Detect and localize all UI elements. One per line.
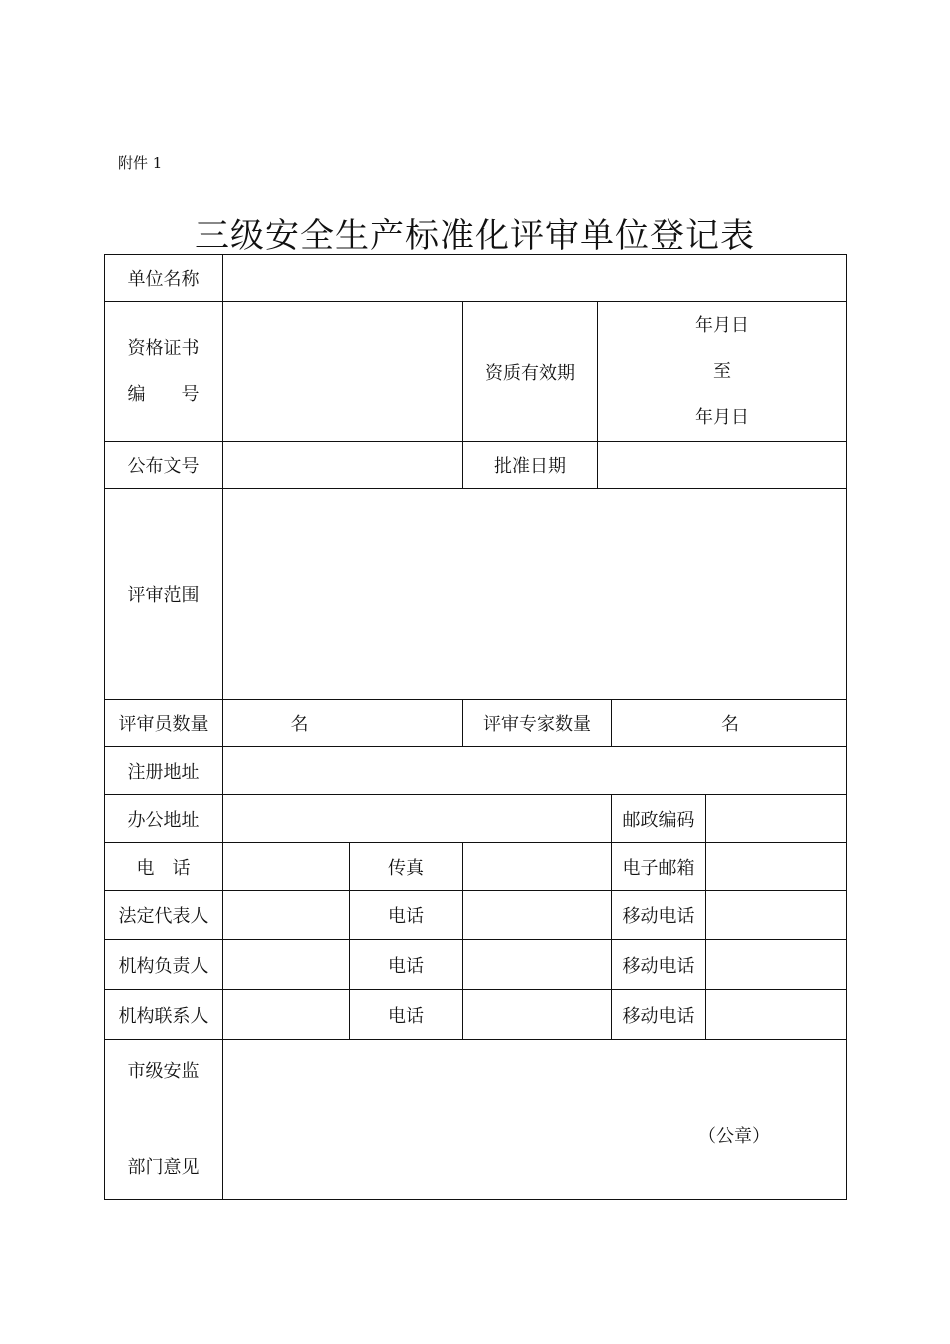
expert-count-label: 评审专家数量 xyxy=(463,700,612,747)
head-label: 机构负责人 xyxy=(105,940,223,990)
postcode-field[interactable] xyxy=(706,795,847,843)
contact-field[interactable] xyxy=(223,990,350,1040)
validity-label: 资质有效期 xyxy=(463,302,598,442)
reviewer-unit: 名 xyxy=(290,714,309,735)
legal-rep-phone-field[interactable] xyxy=(463,891,612,940)
fax-label: 传真 xyxy=(350,843,463,891)
cert-label-line2: 编 号 xyxy=(127,383,200,405)
email-label: 电子邮箱 xyxy=(612,843,706,891)
head-mobile-label: 移动电话 xyxy=(612,940,706,990)
reg-address-label: 注册地址 xyxy=(105,747,223,795)
cert-label-line1: 资格证书 xyxy=(127,337,200,359)
head-mobile-field[interactable] xyxy=(706,940,847,990)
approval-date-label: 批准日期 xyxy=(463,442,598,489)
head-phone-field[interactable] xyxy=(463,940,612,990)
head-phone-label: 电话 xyxy=(350,940,463,990)
validity-field[interactable] xyxy=(598,302,847,442)
office-address-label: 办公地址 xyxy=(105,795,223,843)
cert-no-field[interactable] xyxy=(223,302,463,442)
legal-rep-mobile-label: 移动电话 xyxy=(612,891,706,940)
contact-phone-field[interactable] xyxy=(463,990,612,1040)
legal-rep-label: 法定代表人 xyxy=(105,891,223,940)
approval-date-field[interactable] xyxy=(598,442,847,489)
validity-to: 至 xyxy=(713,360,731,382)
opinion-label-line2: 部门意见 xyxy=(127,1156,200,1178)
validity-start: 年月日 xyxy=(695,314,749,336)
legal-rep-field[interactable] xyxy=(223,891,350,940)
opinion-label xyxy=(105,1040,223,1200)
seal-label: （公章） xyxy=(698,1126,770,1147)
opinion-label-line1: 市级安监 xyxy=(127,1060,200,1082)
validity-end: 年月日 xyxy=(695,406,749,428)
registration-table xyxy=(104,254,847,1200)
doc-no-field[interactable] xyxy=(223,442,463,489)
annex-label: 附件 1 xyxy=(118,154,163,172)
office-address-field[interactable] xyxy=(223,795,612,843)
reviewer-count-label: 评审员数量 xyxy=(105,700,223,747)
opinion-label-gap xyxy=(105,1095,222,1145)
page-title: 三级安全生产标准化评审单位登记表 xyxy=(195,216,755,256)
legal-rep-phone-label: 电话 xyxy=(350,891,463,940)
reg-address-field[interactable] xyxy=(223,747,847,795)
opinion-field[interactable] xyxy=(223,1040,847,1200)
fax-field[interactable] xyxy=(463,843,612,891)
legal-rep-mobile-field[interactable] xyxy=(706,891,847,940)
scope-label: 评审范围 xyxy=(105,489,223,700)
reviewer-count-field[interactable] xyxy=(223,700,463,747)
phone-label: 电 话 xyxy=(105,843,223,891)
scope-field[interactable] xyxy=(223,489,847,700)
head-field[interactable] xyxy=(223,940,350,990)
expert-unit: 名 xyxy=(721,714,740,735)
contact-label: 机构联系人 xyxy=(105,990,223,1040)
contact-phone-label: 电话 xyxy=(350,990,463,1040)
registration-form xyxy=(104,254,846,1178)
phone-field[interactable] xyxy=(223,843,350,891)
unit-name-field[interactable] xyxy=(223,255,847,302)
doc-no-label: 公布文号 xyxy=(105,442,223,489)
contact-mobile-field[interactable] xyxy=(706,990,847,1040)
expert-count-field[interactable] xyxy=(612,700,847,747)
cert-no-label xyxy=(105,302,223,442)
email-field[interactable] xyxy=(706,843,847,891)
postcode-label: 邮政编码 xyxy=(612,795,706,843)
contact-mobile-label: 移动电话 xyxy=(612,990,706,1040)
unit-name-label: 单位名称 xyxy=(105,255,223,302)
